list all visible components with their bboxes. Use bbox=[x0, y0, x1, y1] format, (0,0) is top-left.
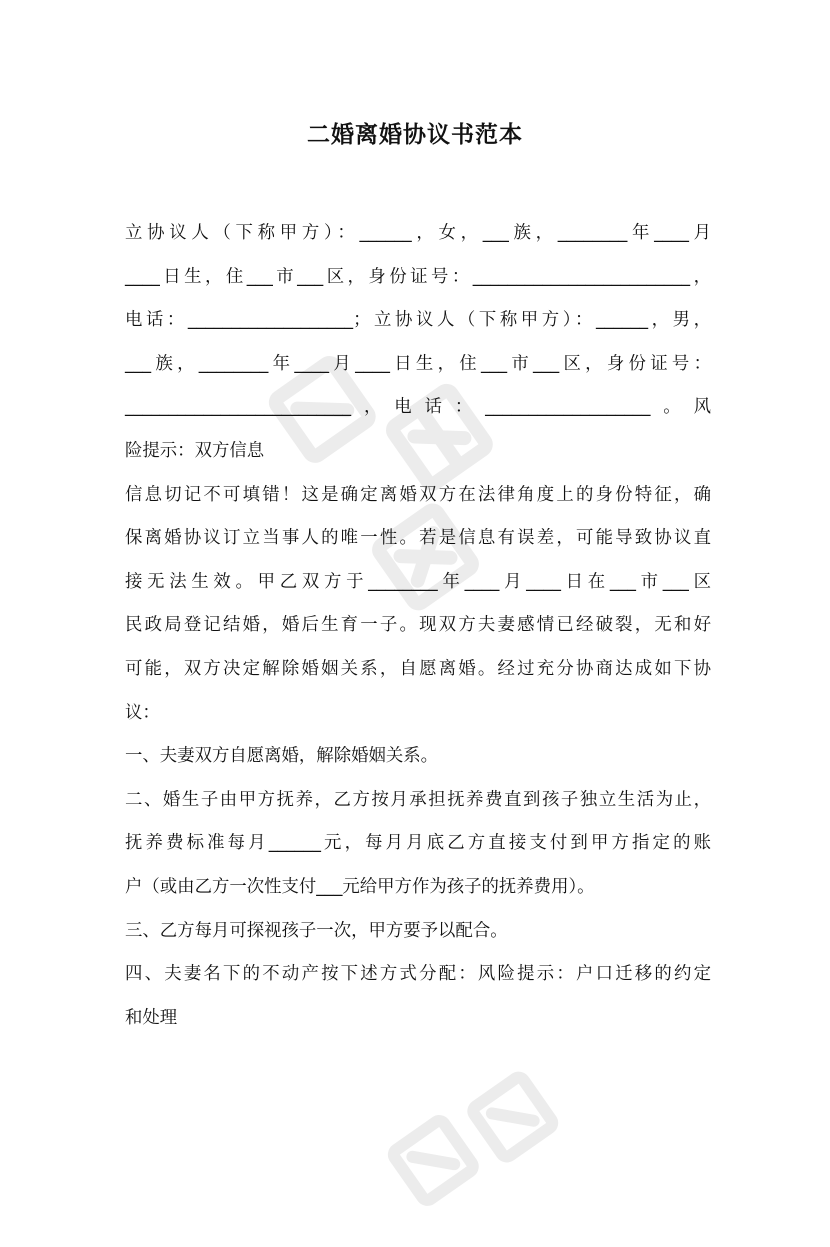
body-line-1: 立协议人（下称甲方）：______，女，___族，________年____月 bbox=[125, 223, 711, 243]
body-line-10: 民政局登记结婚，婚后生育一子。现双方夫妻感情已经破裂，无和好 bbox=[125, 615, 711, 636]
body-line-18: 四、夫妻名下的不动产按下述方式分配：风险提示：户口迁移的约定 bbox=[125, 964, 711, 985]
body-line-9: 接无法生效。甲乙双方于________年____月____日在___市___区 bbox=[125, 571, 711, 592]
body-line-3: 电话：___________________；立协议人（下称甲方）：______，男， bbox=[125, 310, 711, 331]
body-line-12: 议： bbox=[125, 702, 160, 723]
body-line-15: 抚养费标准每月______元，每月月底乙方直接支付到甲方指定的账 bbox=[125, 833, 711, 854]
body-line-17: 三、乙方每月可探视孩子一次，甲方要予以配合。 bbox=[125, 920, 508, 941]
body-line-6: 险提示：双方信息 bbox=[125, 440, 265, 461]
body-line-16: 户（或由乙方一次性支付___元给甲方作为孩子的抚养费用）。 bbox=[125, 876, 595, 897]
body-line-7: 信息切记不可填错！这是确定离婚双方在法律角度上的身份特征，确 bbox=[125, 484, 711, 505]
document-title: 二婚离婚协议书范本 bbox=[307, 122, 523, 148]
body-line-5: __________________________，电话：___________________。风 bbox=[125, 397, 711, 418]
body-line-2: ____日生，住___市___区，身份证号：_________________________， bbox=[125, 266, 711, 287]
body-line-14: 二、婚生子由甲方抚养，乙方按月承担抚养费直到孩子独立生活为止， bbox=[125, 789, 711, 810]
body-line-8: 保离婚协议订立当事人的唯一性。若是信息有误差，可能导致协议直 bbox=[125, 528, 711, 549]
body-line-19: 和处理 bbox=[125, 1007, 178, 1028]
document-body bbox=[125, 212, 711, 1040]
body-line-13: 一、夫妻双方自愿离婚，解除婚姻关系。 bbox=[125, 746, 439, 767]
body-line-11: 可能，双方决定解除婚姻关系，自愿离婚。经过充分协商达成如下协 bbox=[125, 658, 711, 679]
watermark-graphic-bottom bbox=[364, 1033, 597, 1246]
body-line-4: ___族，________年____月____日生，住___市___区，身份证号： bbox=[125, 353, 711, 374]
